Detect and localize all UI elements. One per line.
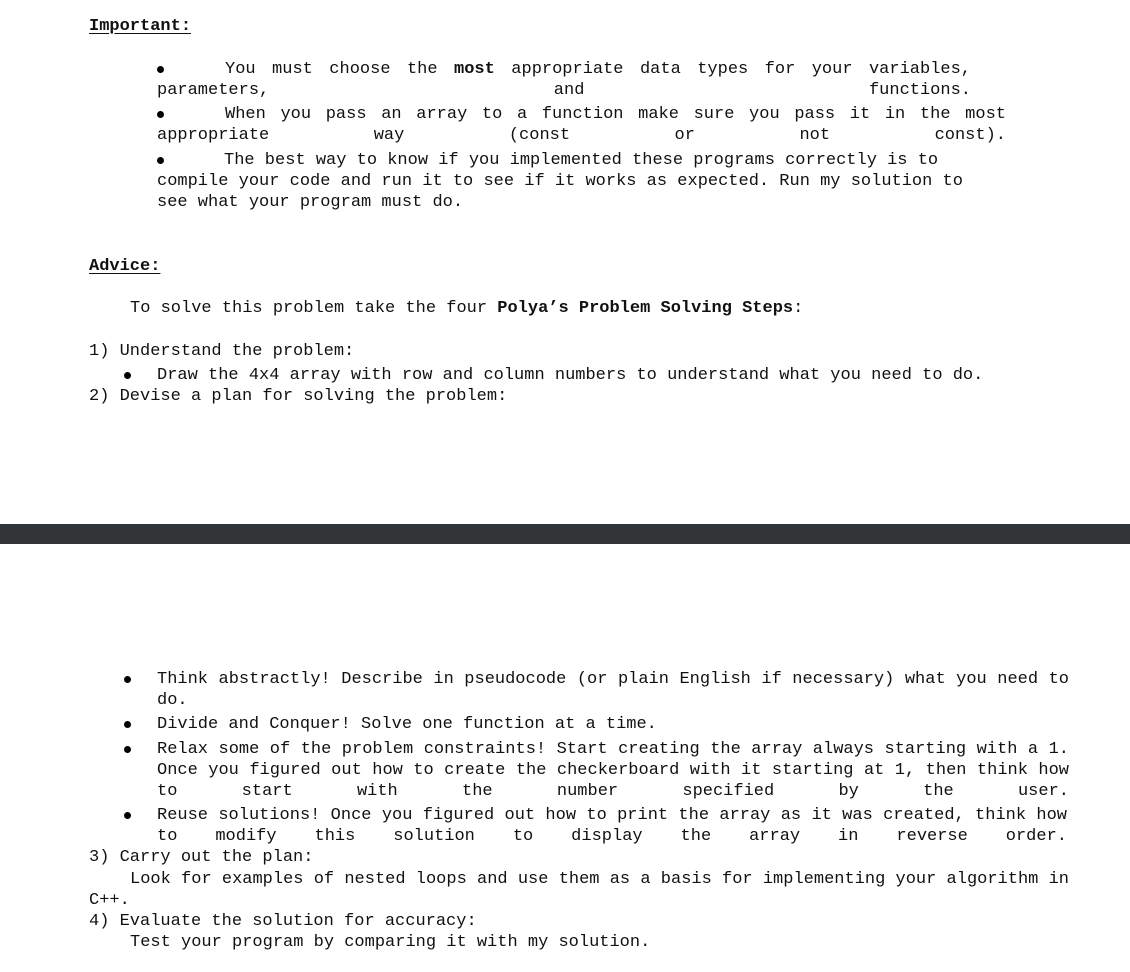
step-2-bullet-2: Divide and Conquer! Solve one function at a time. (157, 715, 657, 734)
important-heading: Important: (89, 17, 192, 36)
advice-intro: To solve this problem take the four Polya’s Problem Solving Steps: (130, 299, 804, 318)
bullet-icon (124, 812, 131, 819)
step-2-bullet-3: Relax some of the problem constraints! Start creating the array always starting with a 1. Once you figured out how to create the checkerboard with it starting at 1, then think how to start with the number specified by the user. (157, 740, 1069, 801)
page-break (0, 524, 1130, 544)
important-bullet-1: You must choose the most appropriate data types for your variables, parameters, and functions. (157, 60, 971, 100)
step-1-label: 1) Understand the problem: (89, 342, 355, 361)
advice-heading: Advice: (89, 257, 161, 276)
bullet-icon (124, 746, 131, 753)
step-2-bullet-4: Reuse solutions! Once you figured out how to print the array as it was created, think how to modify this solution to display the array in reverse order. (157, 806, 1067, 846)
step-2-label: 2) Devise a plan for solving the problem: (89, 387, 508, 406)
step-4-text: Test your program by comparing it with my solution. (130, 933, 651, 952)
step-2-bullet-1: Think abstractly! Describe in pseudocode (or plain English if necessary) what you need to do. (157, 670, 1069, 710)
bullet-icon (157, 157, 164, 164)
step-3-label: 3) Carry out the plan: (89, 848, 314, 867)
important-bullet-2: When you pass an array to a function make sure you pass it in the most appropriate way (const or not const). (157, 105, 1006, 145)
step-1-bullet-1: Draw the 4x4 array with row and column numbers to understand what you need to do. (157, 366, 984, 385)
bullet-icon (124, 721, 131, 728)
bullet-icon (124, 676, 131, 683)
step-4-label: 4) Evaluate the solution for accuracy: (89, 912, 477, 931)
bullet-icon (124, 372, 131, 379)
step-3-text: Look for examples of nested loops and use them as a basis for implementing your algorithm in C++. (89, 870, 1069, 910)
